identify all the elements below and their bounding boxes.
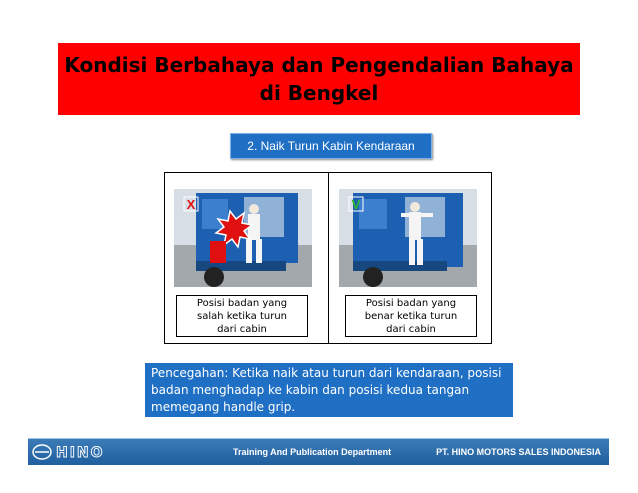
section-subtitle: 2. Naik Turun Kabin Kendaraan <box>230 133 432 159</box>
slide-title-line-1: Kondisi Berbahaya dan Pengendalian Bahaya <box>64 53 574 77</box>
prevention-line: badan menghadap ke kabin dan posisi kedua tangan <box>151 383 470 397</box>
slide-title-line-2: di Bengkel <box>259 81 379 105</box>
prevention-line: Pencegahan: Ketika naik atau turun dari kendaraan, posisi <box>151 366 502 380</box>
caption-line: benar ketika turun <box>364 311 458 322</box>
svg-text:HINO: HINO <box>56 445 105 461</box>
wrong-posture-caption <box>176 295 308 337</box>
caption-line: dari cabin <box>217 324 267 335</box>
caption-line: Posisi badan yang <box>196 298 288 309</box>
prevention-line: memegang handle grip. <box>151 400 296 414</box>
caption-line: dari cabin <box>386 324 436 335</box>
caption-line: Posisi badan yang <box>365 298 457 309</box>
slide-title <box>58 43 580 115</box>
hino-logo <box>32 443 128 461</box>
footer-company: PT. HINO MOTORS SALES INDONESIA <box>436 447 601 457</box>
svg-text:X: X <box>186 197 196 212</box>
footer-bar <box>28 438 609 465</box>
comparison-frame <box>164 172 492 344</box>
correct-posture-photo <box>339 189 477 287</box>
correct-posture-caption <box>345 295 477 337</box>
svg-text:V: V <box>351 197 361 212</box>
frame-divider <box>328 173 329 343</box>
wrong-posture-photo <box>174 189 312 287</box>
caption-line: salah ketika turun <box>196 311 287 322</box>
prevention-note <box>145 363 513 417</box>
footer-department: Training And Publication Department <box>233 447 392 457</box>
